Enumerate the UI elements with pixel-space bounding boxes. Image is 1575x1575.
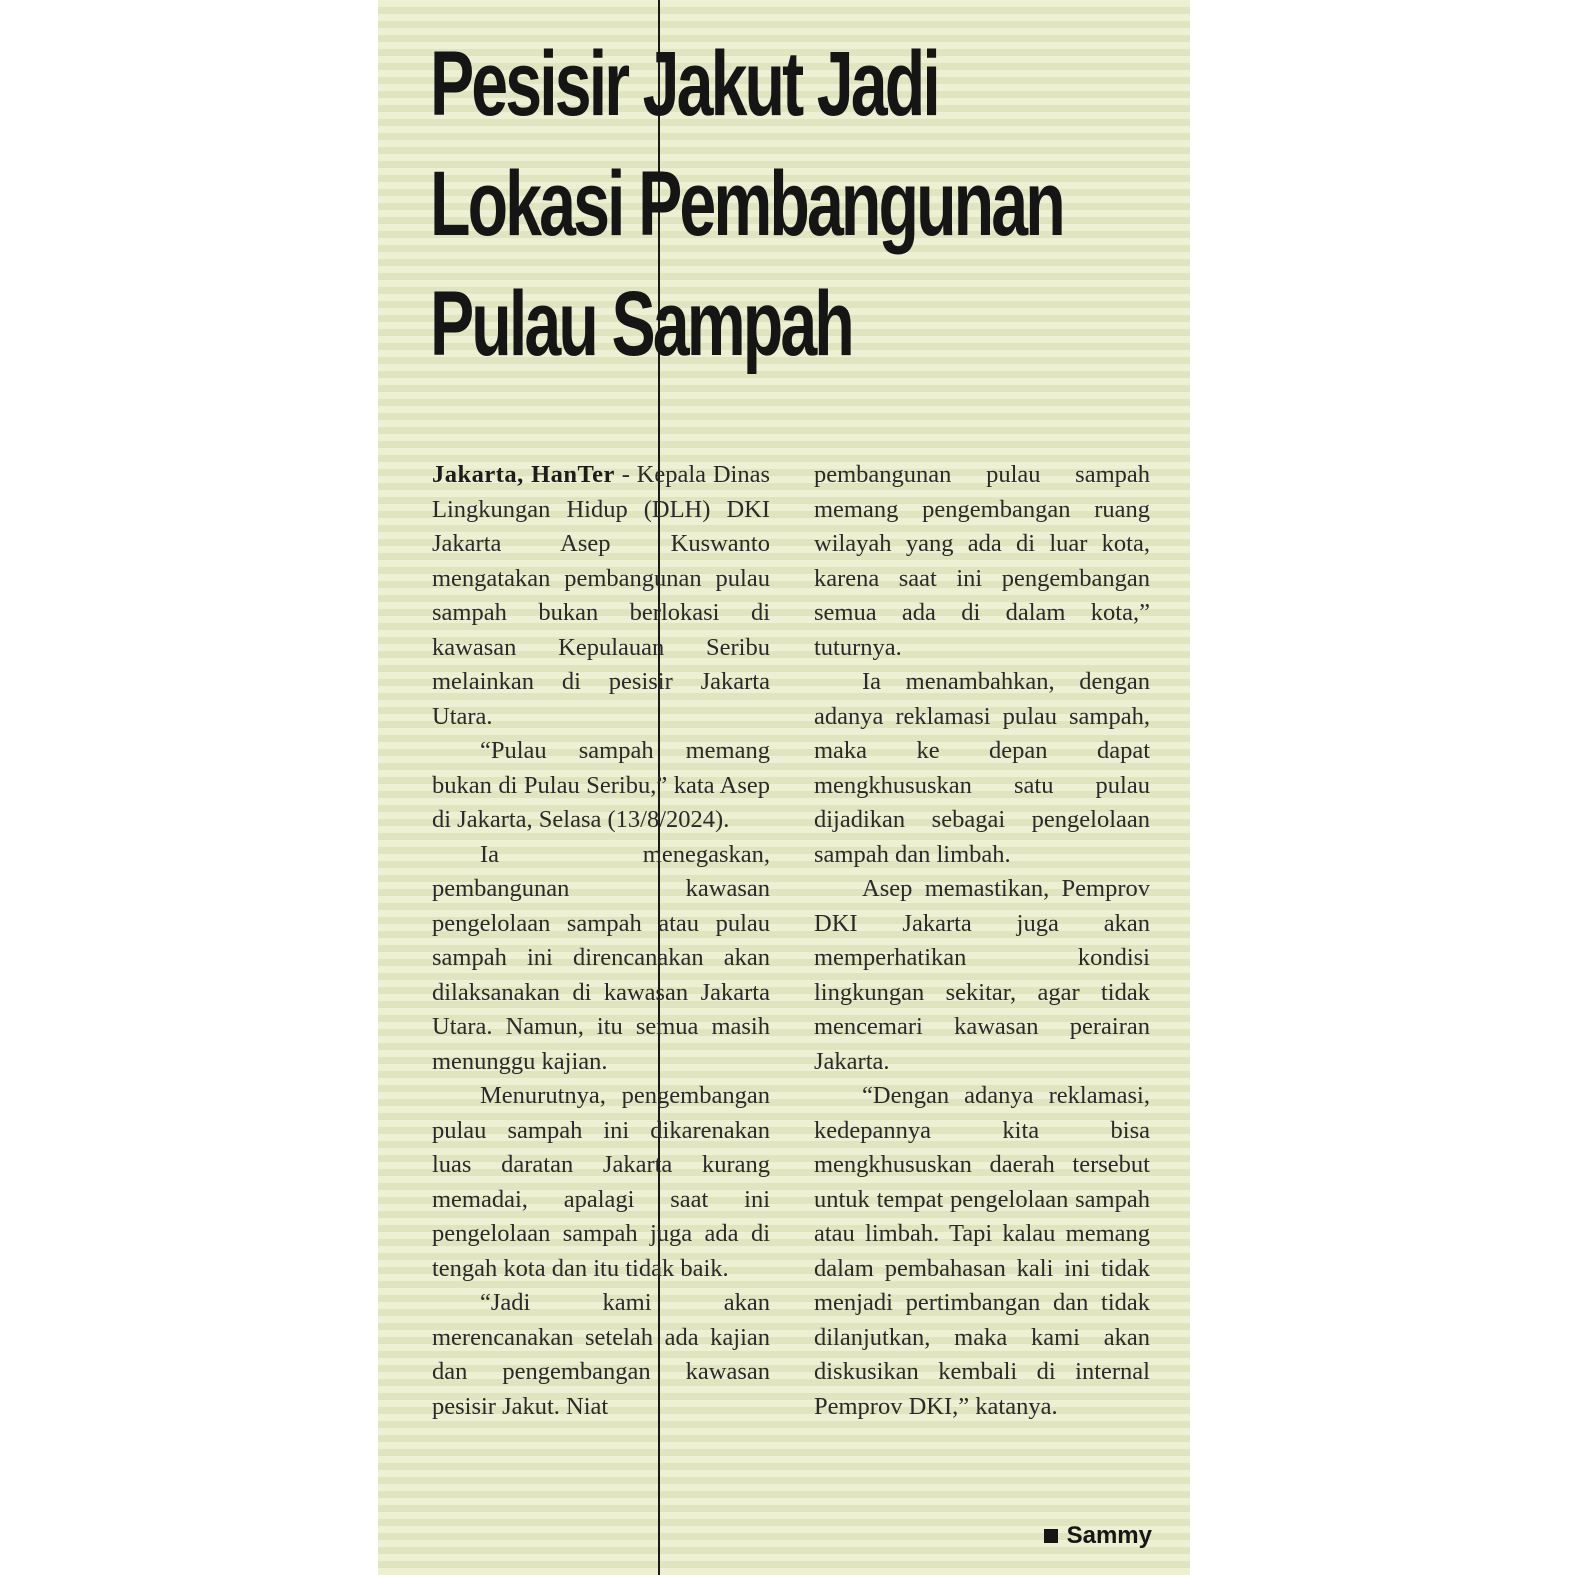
article-paragraph: “Pulau sampah memang bukan di Pulau Seribu,” kata Asep di Jakarta, Selasa (13/8/2024). — [432, 737, 770, 833]
article-paragraph: Menurutnya, pengembangan pulau sampah ini dikarenakan luas daratan Jakarta kurang memadai, apalagi saat ini pengelolaan sampah juga ada di tengah kota dan itu tidak baik. — [432, 1082, 770, 1282]
article-paragraph: pembangunan pulau sampah memang pengembangan ruang wilayah yang ada di luar kota, karena saat ini pengembangan semua ada di dalam kota,” tuturnya. — [814, 461, 1150, 661]
article-paragraph: Asep memastikan, Pemprov DKI Jakarta juga akan memperhatikan kondisi lingkungan sekitar, agar tidak mencemari kawasan perairan Jakarta. — [814, 875, 1150, 1075]
newspaper-clipping — [378, 0, 1190, 1575]
article-column-left — [432, 458, 770, 1424]
author-name: Sammy — [1066, 1522, 1152, 1549]
article-paragraph: “Dengan adanya reklamasi, kedepannya kita bisa mengkhususkan daerah tersebut untuk tempat pengelolaan sampah atau limbah. Tapi kalau memang dalam pembahasan kali ini tidak menjadi pertimbangan dan tidak dilanjutkan, maka kami akan diskusikan kembali di internal Pemprov DKI,” katanya. — [814, 1082, 1150, 1420]
headline-line-1: Pesisir Jakut Jadi — [430, 33, 938, 135]
headline-line-3: Pulau Sampah — [430, 273, 852, 375]
square-bullet-icon — [1044, 1529, 1058, 1543]
article-column-right — [814, 458, 1150, 1424]
article-paragraph: Ia menambahkan, dengan adanya reklamasi pulau sampah, maka ke depan dapat mengkhususkan satu pulau dijadikan sebagai pengelolaan sampah dan limbah. — [814, 668, 1150, 868]
headline-line-2: Lokasi Pembangunan — [430, 153, 1063, 255]
article-paragraph: Ia menegaskan, pembangunan kawasan pengelolaan sampah atau pulau sampah ini direncanakan akan dilaksanakan di kawasan Jakarta Utara. Namun, itu semua masih menunggu kajian. — [432, 840, 770, 1075]
article-paragraph — [432, 458, 770, 734]
paragraph-text: - Kepala Dinas Lingkungan Hidup (DLH) DKI Jakarta Asep Kuswanto mengatakan pembangunan pulau sampah bukan berlokasi di kawasan Kepulauan Seribu melainkan di pesisir Jakarta Utara. — [432, 461, 770, 730]
article-paragraph: “Jadi kami akan merencanakan setelah ada kajian dan pengembangan kawasan pesisir Jakut. Niat — [432, 1289, 770, 1420]
headline — [430, 24, 1063, 384]
author-byline — [1044, 1522, 1152, 1550]
dateline: Jakarta, HanTer — [432, 461, 615, 488]
